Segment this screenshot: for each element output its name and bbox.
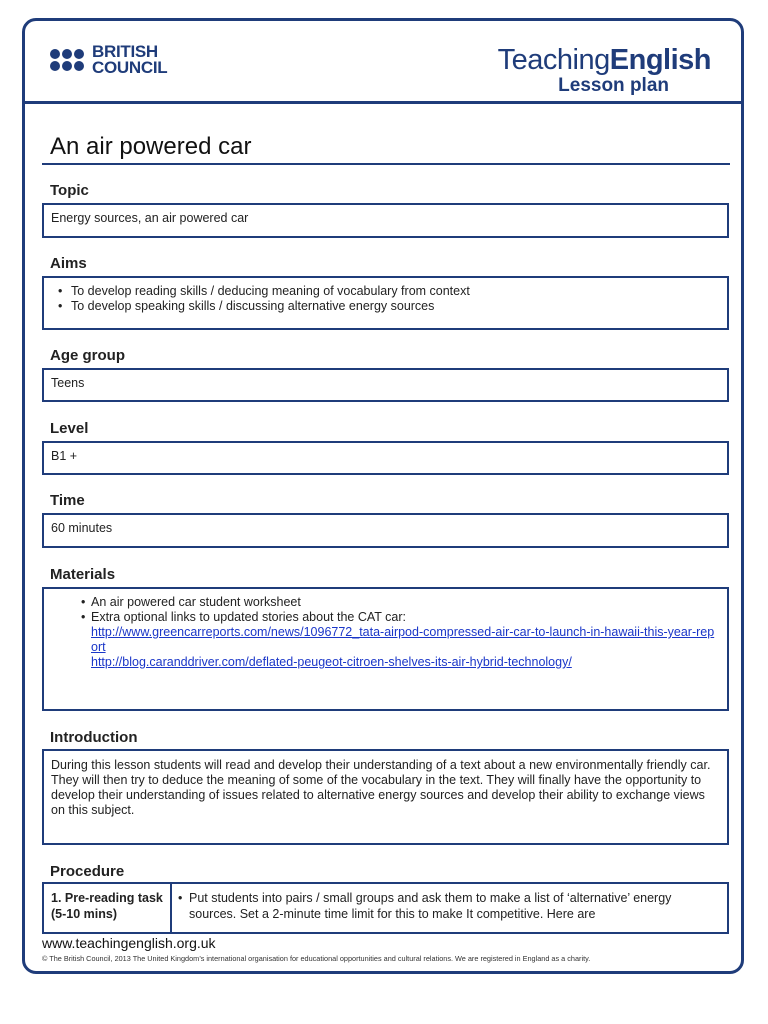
procedure-step-content — [172, 884, 727, 932]
te-logo-teaching: Teaching — [497, 44, 610, 76]
page-title: An air powered car — [50, 133, 252, 160]
age-group-label: Age group — [50, 347, 125, 364]
te-logo-english: English — [609, 44, 711, 76]
level-label: Level — [50, 420, 89, 437]
age-group-box — [42, 368, 729, 402]
age-group-value: Teens — [51, 376, 85, 390]
bc-logo-line2: COUNCIL — [92, 58, 168, 77]
topic-value: Energy sources, an air powered car — [51, 211, 249, 225]
materials-box — [42, 587, 729, 711]
procedure-step-text: Put students into pairs / small groups and ask them to make a list of ‘alternative’ energy sources. Set a 2-minute time limit for this to make It competitive. Here are — [189, 891, 672, 921]
introduction-box — [42, 749, 729, 845]
level-value: B1 + — [51, 449, 78, 463]
footer-copyright: © The British Council, 2013 The United Kingdom’s international organisation for educational opportunities and cultural relations. We are registered in England as a charity. — [42, 954, 591, 963]
materials-item: • An air powered car student worksheet — [51, 595, 720, 610]
lesson-plan-label: Lesson plan — [558, 75, 669, 96]
topic-label: Topic — [50, 182, 89, 199]
link-caranddriver[interactable]: http://blog.caranddriver.com/deflated-peugeot-citroen-shelves-its-air-hybrid-technology/ — [91, 655, 572, 669]
aims-list — [51, 284, 720, 314]
procedure-label: Procedure — [50, 863, 125, 880]
topic-box — [42, 203, 729, 238]
time-label: Time — [50, 492, 85, 509]
materials-item-text: Extra optional links to updated stories about the CAT car: — [91, 610, 406, 624]
teaching-english-logo — [498, 44, 711, 96]
materials-item — [51, 610, 720, 670]
link-greencarreports[interactable]: http://www.greencarreports.com/news/1096772_tata-airpod-compressed-air-car-to-launch-in-hawaii-this-year-report — [91, 625, 715, 654]
footer-url[interactable]: www.teachingenglish.org.uk — [42, 935, 216, 951]
time-value: 60 minutes — [51, 521, 113, 535]
time-box — [42, 513, 729, 548]
aims-item: • To develop reading skills / deducing meaning of vocabulary from context — [51, 284, 720, 299]
aims-box — [42, 276, 729, 330]
aims-label: Aims — [50, 255, 87, 272]
bc-logo-line1: BRITISH — [92, 42, 158, 61]
british-council-logo — [50, 44, 167, 76]
procedure-step-label: 1. Pre-reading task (5-10 mins) — [44, 884, 172, 932]
introduction-label: Introduction — [50, 729, 138, 746]
procedure-table — [42, 882, 729, 934]
title-divider — [42, 163, 730, 165]
introduction-text: During this lesson students will read and develop their understanding of a text about a new environmentally friendly car. They will then try to deduce the meaning of some of the vocabulary in the text. They will finally have the opportunity to develop their understanding of issues related to alternative energy sources and develop their ability to exchange views on this subject. — [51, 758, 711, 817]
header-divider — [22, 101, 744, 104]
bullet-icon: • — [178, 891, 183, 905]
level-box — [42, 441, 729, 475]
materials-label: Materials — [50, 566, 116, 583]
british-council-dots-icon — [50, 49, 84, 71]
aims-item: • To develop speaking skills / discussing alternative energy sources — [51, 299, 720, 314]
